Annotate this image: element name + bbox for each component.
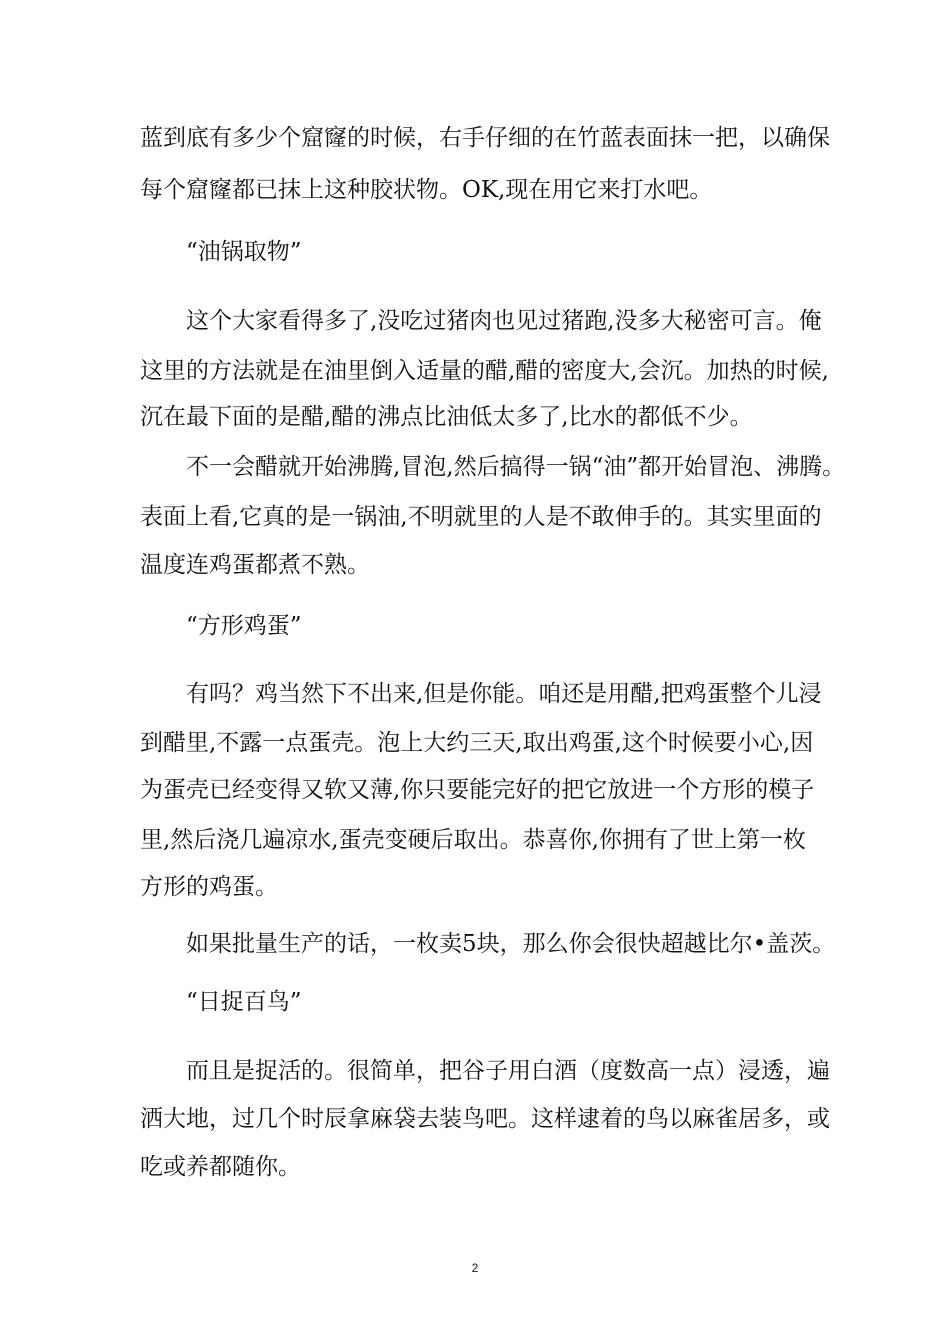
body-text-line: 表面上看,它真的是一锅油,不明就里的人是不敢伸手的。其实里面的 [140, 504, 822, 530]
body-text-line: 沉在最下面的是醋,醋的沸点比油低太多了,比水的都低不少。 [140, 404, 753, 430]
body-text-line: 这个大家看得多了,没吃过猪肉也见过猪跑,没多大秘密可言。俺 [186, 308, 822, 334]
body-text-line: 洒大地，过几个时辰拿麻袋去装鸟吧。这样逮着的鸟以麻雀居多，或 [140, 1106, 830, 1132]
section-heading: “日捉百鸟” [186, 989, 302, 1015]
section-heading: “油锅取物” [186, 239, 302, 265]
body-text-line: 蓝到底有多少个窟窿的时候，右手仔细的在竹蓝表面抹一把，以确保 [140, 125, 830, 151]
section-heading: “方形鸡蛋” [186, 613, 302, 639]
body-text-line: 方形的鸡蛋。 [140, 874, 278, 900]
body-text-line: 而且是捉活的。很简单，把谷子用白酒（度数高一点）浸透，遍 [186, 1058, 830, 1084]
body-text-line: 不一会醋就开始沸腾,冒泡,然后搞得一锅“油”都开始冒泡、沸腾。 [186, 454, 846, 480]
body-text-line: 吃或养都随你。 [140, 1154, 301, 1180]
body-text-line: 这里的方法就是在油里倒入适量的醋,醋的密度大,会沉。加热的时候, [140, 358, 829, 384]
page-number: 2 [471, 1261, 479, 1275]
body-text-line: 有吗？鸡当然下不出来,但是你能。咱还是用醋,把鸡蛋整个儿浸 [186, 681, 822, 707]
body-text-line: 温度连鸡蛋都煮不熟。 [140, 552, 370, 578]
body-text-line: 到醋里,不露一点蛋壳。泡上大约三天,取出鸡蛋,这个时候要小心,因 [140, 730, 814, 756]
body-text-line: 里,然后浇几遍凉水,蛋壳变硬后取出。恭喜你,你拥有了世上第一枚 [140, 827, 806, 853]
body-text-line: 如果批量生产的话，一枚卖5块，那么你会很快超越比尔•盖茨。 [186, 931, 836, 957]
body-text-line: 每个窟窿都已抹上这种胶状物。OK,现在用它来打水吧。 [140, 177, 713, 203]
body-text-line: 为蛋壳已经变得又软又薄,你只要能完好的把它放进一个方形的模子 [140, 777, 815, 803]
